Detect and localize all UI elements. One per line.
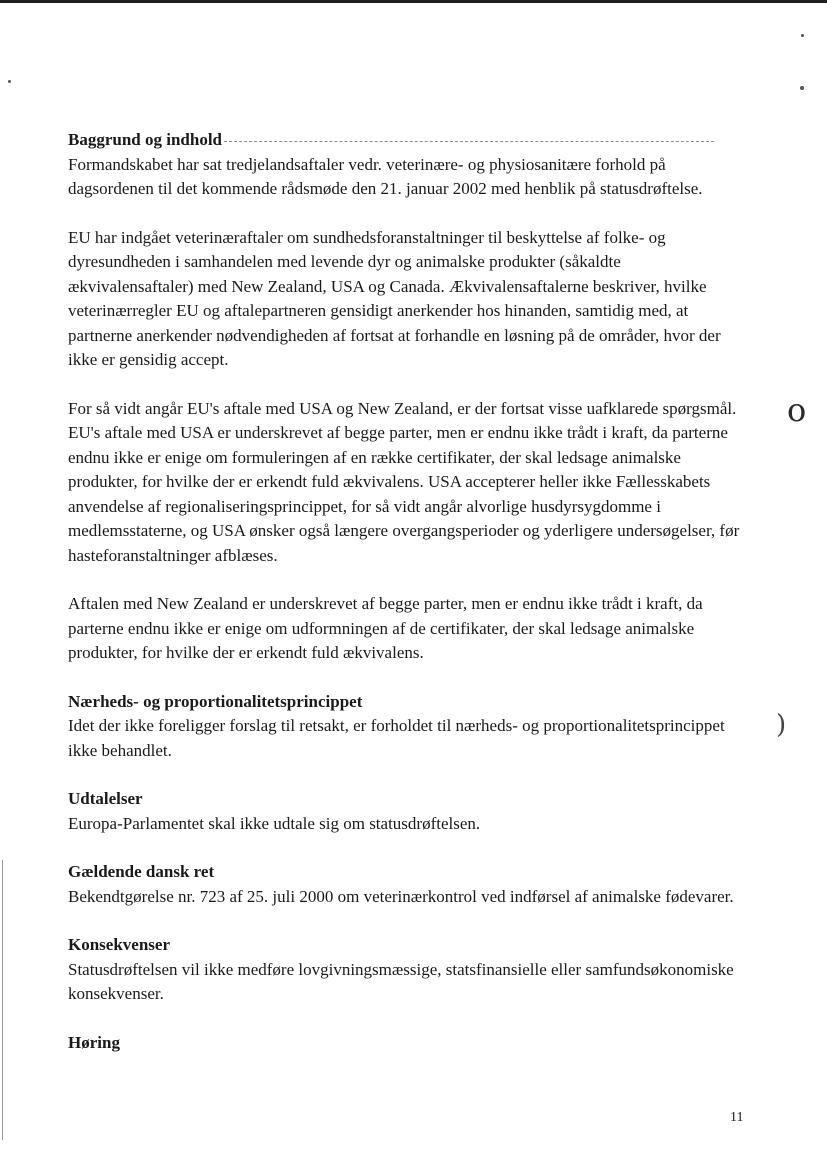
paragraph: Bekendtgørelse nr. 723 af 25. juli 2000 om veterinærkontrol ved indførsel af animalske fødevarer. xyxy=(68,886,734,906)
section-heading: Udtalelser xyxy=(68,789,143,808)
paragraph: EU har indgået veterinæraftaler om sundhedsforanstaltninger til beskyttelse af folke- og dyresundheden i samhandelen med levende dyr og animalske produkter (såkaldte ækvivalensaftaler) med New Zealand, USA og Canada. Ækvivalensaftalerne beskriver, hvilke veterinærregler EU og aftalepartneren gensidigt anerkender hos hinanden, samtidig med, at partnerne anerkender nødvendigheden af fortsat at forhandle en løsning på de områder, hvor der ikke er gensidig accept. xyxy=(68,227,721,369)
section-heading: Nærheds- og proportionalitetsprincippet xyxy=(68,691,363,711)
scan-speck xyxy=(8,80,11,83)
section-konsekvenser xyxy=(68,933,748,1007)
paragraph: For så vidt angår EU's aftale med USA og New Zealand, er der fortsat visse uafklarede spørgsmål. EU's aftale med USA er underskrevet af begge parter, men er endnu ikke trådt i kraft, da parterne endnu ikke er enige om formuleringen af en række certifikater, der skal ledsage animalske produkter, for hvilke der er erkendt fuld ækvivalens. USA accepterer heller ikke Fællesskabets anvendelse af regionaliseringsprincippet, for så vidt angår alvorlige husdyrsygdomme i medlemsstaterne, og USA ønsker også længere overgangsperioder og yderligere undersøgelser, før hasteforanstaltninger afblæses. xyxy=(68,398,740,565)
left-edge-rule xyxy=(2,860,3,1140)
heading-row xyxy=(68,128,748,153)
document-body xyxy=(68,128,748,1079)
section-baggrund xyxy=(68,128,748,666)
section-heading: Konsekvenser xyxy=(68,935,170,954)
section-gaeldende-ret xyxy=(68,860,748,909)
paragraph: Statusdrøftelsen vil ikke medføre lovgivningsmæssige, statsfinansielle eller samfundsøkonomiske konsekvenser. xyxy=(68,959,734,1003)
paragraph: Europa-Parlamentet skal ikke udtale sig om statusdrøftelsen. xyxy=(68,813,481,833)
section-heading: Baggrund og indhold xyxy=(68,130,223,149)
paragraph: Idet der ikke foreligger forslag til retsakt, er forholdet til nærheds- og proportionalitetsprincippet ikke behandlet. xyxy=(68,716,725,760)
heading-underline xyxy=(224,141,714,142)
scan-speck xyxy=(801,34,804,37)
punch-hole-mark: o xyxy=(787,391,807,429)
section-heading: Høring xyxy=(68,1032,120,1052)
section-hoering xyxy=(68,1031,748,1056)
scan-speck xyxy=(800,86,804,90)
section-udtalelser xyxy=(68,787,748,836)
page-number: 11 xyxy=(730,1110,744,1125)
paragraph: Formandskabet har sat tredjelandsaftaler vedr. veterinære- og physiosanitære forhold på dagsordenen til det kommende rådsmøde den 21. januar 2002 med henblik på statusdrøftelse. xyxy=(68,154,703,198)
top-edge-rule xyxy=(0,0,827,3)
paragraph: Aftalen med New Zealand er underskrevet af begge parter, men er endnu ikke trådt i kraft, da parterne endnu ikke er enige om udformningen af de certifikater, der skal ledsage animalske produkter, for hvilke der er erkendt fuld ækvivalens. xyxy=(68,594,703,662)
punch-hole-mark: ) xyxy=(776,710,787,740)
section-heading: Gældende dansk ret xyxy=(68,862,215,881)
section-naerhed xyxy=(68,690,748,764)
